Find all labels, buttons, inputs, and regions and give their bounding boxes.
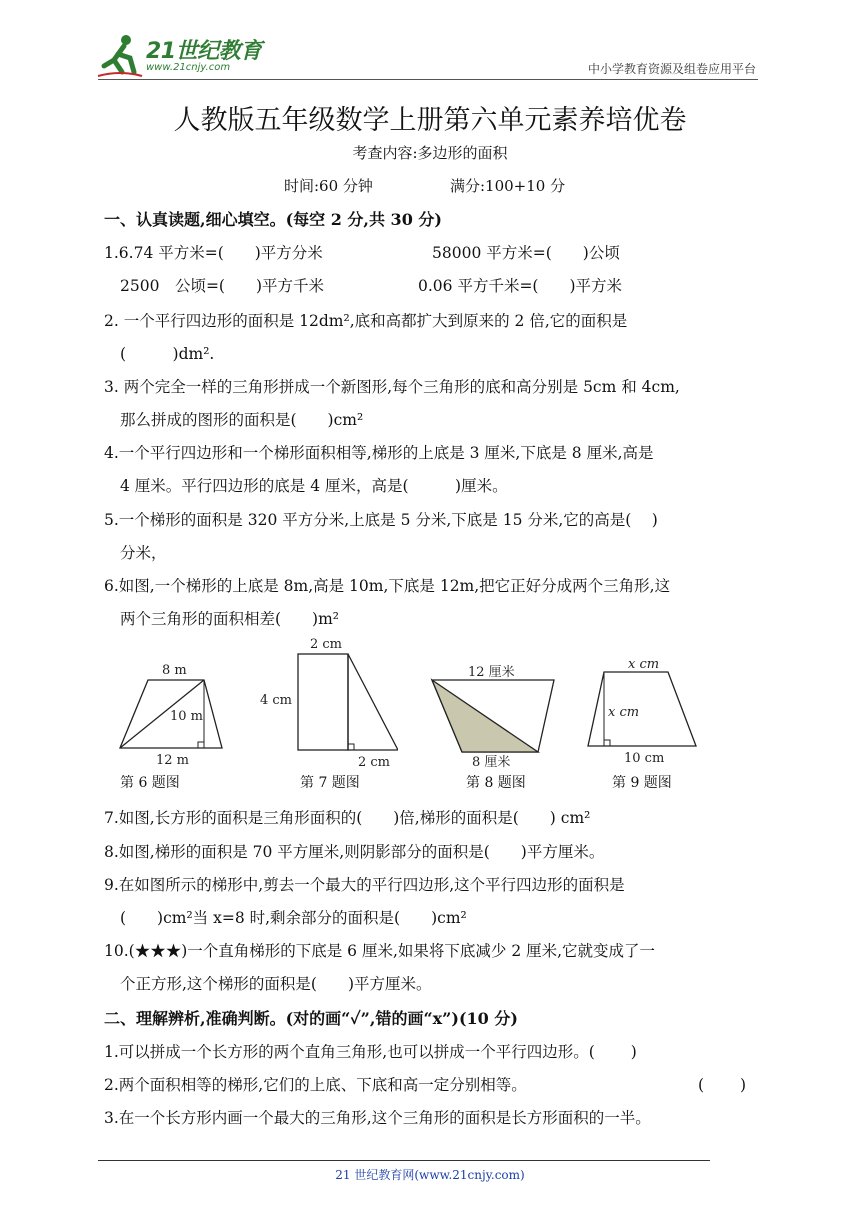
judge-2-answer: ( ) (698, 1076, 747, 1094)
question-2-cont: ( )dm². (120, 345, 215, 363)
question-3-cont: 那么拼成的图形的面积是( )cm² (120, 411, 364, 429)
question-1b: 58000 平方米=( )公顷 (432, 244, 620, 262)
figure-6 (112, 660, 232, 768)
question-1d: 0.06 平方千米=( )平方米 (418, 277, 623, 295)
question-3: 3. 两个完全一样的三角形拼成一个新图形,每个三角形的底和高分别是 5cm 和 4cm, (104, 378, 680, 396)
question-4-cont: 4 厘米。平行四边形的底是 4 厘米，高是( )厘米。 (120, 477, 508, 495)
fig6-height-label: 10 m (170, 709, 204, 724)
question-6: 6.如图,一个梯形的上底是 8m,高是 10m,下底是 12m,把它正好分成两个三角形,这 (104, 577, 671, 595)
judge-1: 1.可以拼成一个长方形的两个直角三角形,也可以拼成一个平行四边形。( ) (104, 1043, 637, 1061)
exam-scope: 考查内容:多边形的面积 (352, 144, 508, 162)
judge-2: 2.两个面积相等的梯形,它们的上底、下底和高一定分别相等。 (104, 1076, 527, 1094)
section2-heading: 二、理解辨析,准确判断。(对的画“✓”,错的画“x”)(10 分) (104, 1009, 518, 1028)
exam-time: 时间:60 分钟 (284, 177, 373, 195)
question-6-cont: 两个三角形的面积相差( )m² (120, 610, 340, 628)
figure-9 (584, 656, 704, 768)
fig8-top-label: 12 厘米 (468, 665, 515, 680)
section1-heading: 一、认真读题,细心填空。(每空 2 分,共 30 分) (104, 210, 442, 229)
fig6-top-label: 8 m (162, 663, 187, 678)
fig8-caption: 第 8 题图 (466, 775, 526, 791)
question-5-cont: 分米， (120, 544, 167, 562)
question-9-cont: ( )cm²当 x=8 时,剩余部分的面积是( )cm² (120, 909, 467, 927)
judge-3: 3.在一个长方形内画一个最大的三角形,这个三角形的面积是长方形面积的一半。 (104, 1109, 651, 1127)
question-7: 7.如图,长方形的面积是三角形面积的( )倍,梯形的面积是( ) cm² (104, 809, 591, 827)
fig6-bottom-label: 12 m (156, 753, 190, 768)
logo-url: www.21cnjy.com (146, 62, 231, 73)
question-2: 2. 一个平行四边形的面积是 12dm²,底和高都扩大到原来的 2 倍,它的面积是 (104, 312, 628, 330)
question-9: 9.在如图所示的梯形中,剪去一个最大的平行四边形,这个平行四边形的面积是 (104, 876, 625, 894)
question-10-cont: 个正方形,这个梯形的面积是( )平方厘米。 (120, 975, 432, 993)
fig7-caption: 第 7 题图 (300, 775, 360, 791)
figure-8 (428, 660, 558, 768)
question-5: 5.一个梯形的面积是 320 平方分米,上底是 5 分米,下底是 15 分米,它的高是( ) (104, 511, 658, 529)
fig7-top-label: 2 cm (310, 637, 343, 652)
fig9-top-label: x cm (628, 657, 660, 672)
runner-icon (96, 32, 144, 80)
footer: 21 世纪教育网(www.21cnjy.com) (335, 1168, 525, 1182)
fig9-bottom-label: 10 cm (624, 751, 665, 766)
logo (96, 32, 266, 80)
fig7-bottom-label: 2 cm (358, 755, 391, 770)
question-10: 10.(★★★)一个直角梯形的下底是 6 厘米,如果将下底减少 2 厘米,它就变成了一 (104, 942, 656, 960)
question-1c: 2500 公顷=( )平方千米 (120, 277, 325, 295)
logo-text: 21世纪教育 (146, 39, 262, 64)
fig8-bottom-label: 8 厘米 (472, 755, 511, 768)
fig7-height-label: 4 cm (260, 693, 293, 708)
fig9-height-label: x cm (608, 705, 640, 720)
header-tagline: 中小学教育资源及组卷应用平台 (587, 62, 756, 76)
question-8: 8.如图,梯形的面积是 70 平方厘米,则阴影部分的面积是( )平方厘米。 (104, 843, 605, 861)
figure-7 (258, 636, 398, 770)
question-4: 4.一个平行四边形和一个梯形面积相等,梯形的上底是 3 厘米,下底是 8 厘米,高是 (104, 444, 654, 462)
page-title: 人教版五年级数学上册第六单元素养培优卷 (173, 105, 687, 136)
exam-score: 满分:100+10 分 (450, 177, 566, 195)
fig6-caption: 第 6 题图 (120, 775, 180, 791)
header-divider (98, 79, 758, 80)
fig9-caption: 第 9 题图 (612, 775, 672, 791)
footer-divider (98, 1160, 710, 1161)
question-1a: 1.6.74 平方米=( )平方分米 (104, 244, 323, 262)
